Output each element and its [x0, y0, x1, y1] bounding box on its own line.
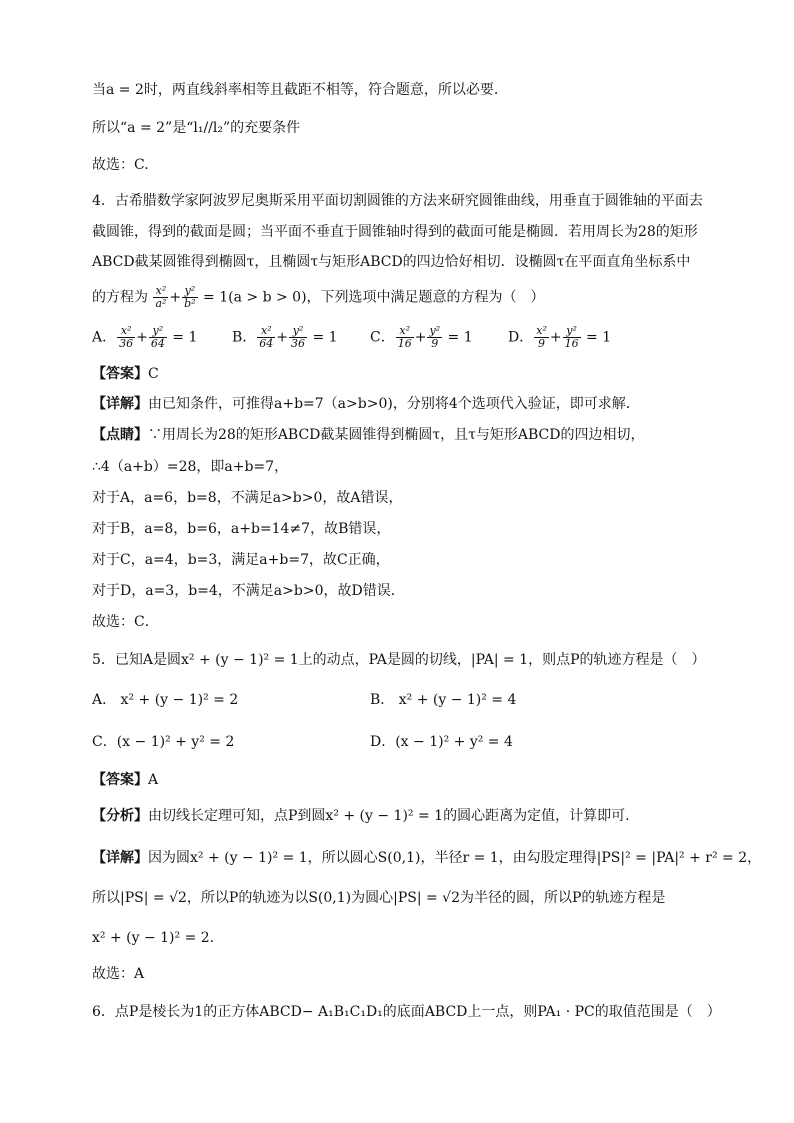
option-b: B． x² + (y − 1)² = 4 — [370, 692, 517, 708]
numerator: y² — [429, 324, 441, 337]
solution-line: ∴4（a+b）=28，即a+b=7， — [92, 459, 289, 475]
numerator: y² — [289, 325, 307, 338]
rhs: = 1 — [581, 329, 612, 346]
plus-sign: + — [276, 329, 289, 346]
numerator: y² — [563, 325, 581, 338]
option-label: B． — [232, 329, 257, 346]
plus-sign: + — [136, 329, 148, 346]
answer-value: A — [148, 772, 159, 788]
text-line: 故选：C. — [92, 157, 149, 173]
solution-line: 对于B，a=8，b=6，a+b=14≠7，故B错误， — [92, 521, 391, 537]
detail-line: 所以|PS| = √2，所以P的轨迹为以S(0,1)为圆心|PS| = √2为半径的圆，所以P的轨迹方程是 — [92, 890, 666, 906]
question-4-text: ABCD截某圆锥得到椭圆τ，且椭圆τ与矩形ABCD的四边恰好相切．设椭圆τ在平面直角坐标系中 — [92, 254, 691, 270]
question-4-text: 4．古希腊数学家阿波罗尼奥斯采用平面切割圆锥的方法来研究圆锥曲线，用垂直于圆锥轴的平面去 — [92, 193, 703, 209]
option-label: A． — [92, 329, 117, 346]
point-tag: 【点睛】 — [92, 427, 148, 443]
answer-tag: 【答案】 — [92, 772, 148, 788]
point-text: ∵用周长为28的矩形ABCD截某圆锥得到椭圆τ，且τ与矩形ABCD的四边相切， — [148, 427, 645, 443]
rhs: = 1 — [167, 329, 198, 346]
question-5-text: 5．已知A是圆x² + (y − 1)² = 1上的动点，PA是圆的切线，|PA| = 1，则点P的轨迹方程是（ ） — [92, 652, 706, 668]
rhs: = 1 — [308, 329, 338, 346]
answer-tag: 【答案】 — [92, 366, 148, 382]
fraction — [117, 325, 135, 350]
point-line — [92, 425, 734, 445]
numerator: x² — [153, 285, 168, 298]
numerator: y² — [149, 325, 167, 338]
detail-line — [92, 848, 762, 868]
plus-sign: + — [169, 289, 182, 306]
solution-line: 对于A，a=6，b=8，不满足a>b>0，故A错误， — [92, 490, 403, 506]
analysis-line — [92, 806, 734, 826]
question-4-text: 截圆锥，得到的截面是圆；当平面不垂直于圆锥轴时得到的截面可能是椭圆．若用周长为28的矩形 — [92, 224, 698, 240]
plus-sign: + — [414, 329, 427, 346]
denominator: 64 — [150, 337, 165, 350]
fraction — [563, 325, 581, 350]
denominator: 9 — [538, 337, 546, 350]
denominator: a² — [155, 297, 167, 310]
option-a: A． x² + (y − 1)² = 2 — [92, 692, 239, 708]
rhs: = 1 — [443, 329, 473, 346]
fraction — [257, 325, 275, 350]
plus-sign: + — [549, 329, 562, 346]
fraction — [149, 325, 167, 350]
question-6-text: 6．点P是棱长为1的正方体ABCD− A₁B₁C₁D₁的底面ABCD上一点，则PA₁ · PC的取值范围是（ ） — [92, 1004, 721, 1020]
text: 的方程为 — [92, 289, 148, 306]
denominator: 16 — [397, 337, 412, 350]
denominator: b² — [184, 297, 196, 310]
solution-line: 故选：C． — [92, 614, 159, 630]
analysis-text: 由切线长定理可知，点P到圆x² + (y − 1)² = 1的圆心距离为定值，计算即可. — [148, 808, 630, 824]
text-line: 所以“a = 2”是“l₁//l₂”的充要条件 — [92, 120, 301, 136]
detail-text: 由已知条件，可推得a+b=7（a>b>0)，分别将4个选项代入验证，即可求解． — [148, 396, 640, 412]
detail-tag: 【详解】 — [92, 396, 148, 412]
denominator: 36 — [291, 337, 306, 350]
fraction — [182, 285, 197, 310]
fraction — [289, 325, 307, 350]
numerator: x² — [536, 324, 547, 337]
option-d — [508, 325, 611, 350]
answer-line — [92, 364, 734, 384]
answer-value: C — [148, 366, 159, 382]
option-label: D． — [508, 329, 534, 346]
option-a — [92, 325, 197, 350]
denominator: 16 — [564, 337, 579, 350]
detail-line: x² + (y − 1)² = 2. — [92, 930, 215, 946]
denominator: 36 — [119, 337, 134, 350]
option-label: C． — [370, 329, 395, 346]
text-line: 当a = 2时，两直线斜率相等且截距不相等，符合题意，所以必要. — [92, 82, 499, 98]
solution-line: 对于D，a=3，b=4，不满足a>b>0，故D错误． — [92, 583, 405, 599]
fraction — [427, 325, 442, 350]
detail-line: 故选：A — [92, 966, 145, 982]
detail-tag: 【详解】 — [92, 850, 148, 866]
fraction — [153, 285, 168, 310]
solution-line: 对于C，a=4，b=3，满足a+b=7，故C正确， — [92, 552, 390, 568]
option-c: C．(x − 1)² + y² = 2 — [92, 734, 235, 750]
detail-line — [92, 394, 734, 414]
option-d: D．(x − 1)² + y² = 4 — [370, 734, 513, 750]
answer-line — [92, 770, 734, 790]
detail-text: 因为圆x² + (y − 1)² = 1，所以圆心S(0,1)，半径r = 1，由勾股定理得|PS|² = |PA|² + r² = 2， — [148, 850, 762, 866]
fraction — [396, 325, 414, 350]
option-b — [232, 325, 338, 350]
text: = 1(a > b > 0)，下列选项中满足题意的方程为（ ） — [198, 289, 545, 306]
denominator: 9 — [431, 337, 439, 350]
denominator: 64 — [259, 337, 274, 350]
analysis-tag: 【分析】 — [92, 808, 148, 824]
fraction — [534, 325, 549, 350]
numerator: x² — [396, 325, 414, 338]
question-4-equation-line — [92, 285, 734, 310]
numerator: x² — [117, 325, 135, 338]
option-c — [370, 325, 473, 350]
numerator: y² — [182, 285, 197, 298]
numerator: x² — [257, 325, 275, 338]
